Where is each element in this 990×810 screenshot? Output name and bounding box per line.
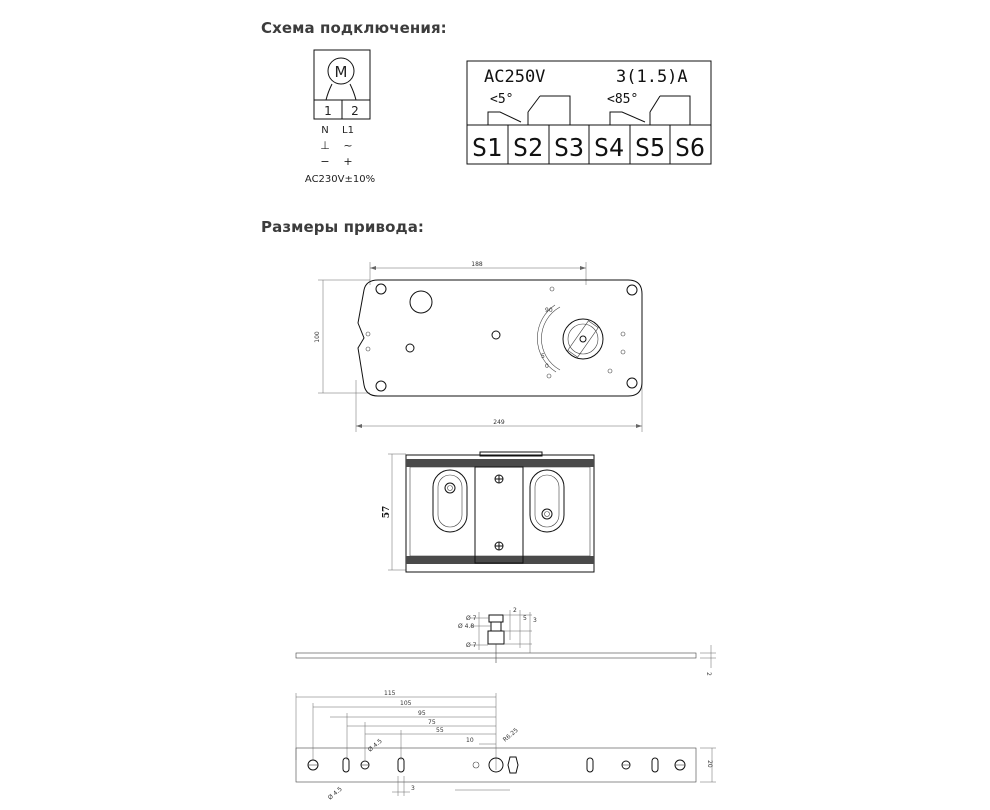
top-band xyxy=(406,459,594,467)
ground-symbol: ⊥ xyxy=(320,139,330,152)
dim-top-width: 188 xyxy=(471,261,483,268)
bracket-h1: 2 xyxy=(513,607,517,614)
motor-terminal-1: 1 xyxy=(324,104,332,118)
label-l1: L1 xyxy=(342,125,354,136)
minus-symbol: − xyxy=(320,155,330,168)
dim-side-height: 57 xyxy=(382,505,392,519)
switch-voltage-rating: AC250V xyxy=(484,67,546,87)
bracket-plan-view xyxy=(296,690,716,802)
terminal-s6: S6 xyxy=(674,133,706,162)
dim-75: 75 xyxy=(428,719,436,726)
dim-10: 10 xyxy=(466,737,474,744)
bracket-d1: Ø 7 xyxy=(466,615,477,622)
svg-text:0: 0 xyxy=(545,363,549,370)
dim-height: 100 xyxy=(314,331,321,343)
dimensions-heading: Размеры привода: xyxy=(261,218,425,236)
center-radius: R6.25 xyxy=(501,726,520,744)
output-shaft xyxy=(563,319,603,359)
dim-55: 55 xyxy=(436,727,444,734)
contact1-angle: <5° xyxy=(490,92,514,107)
dim-105: 105 xyxy=(400,700,412,707)
bracket-h3: 3 xyxy=(533,617,537,624)
bracket-thickness: 2 xyxy=(705,672,712,676)
motor-terminal-2: 2 xyxy=(351,104,359,118)
terminal-s3: S3 xyxy=(553,133,585,162)
terminal-s1: S1 xyxy=(471,133,503,162)
bracket-h2: 5 xyxy=(523,615,527,622)
bracket-d2: Ø 4.8 xyxy=(458,623,475,630)
hole-diameter: Ø 4.5 xyxy=(366,737,384,754)
actuator-top-view xyxy=(314,261,642,432)
bracket-height: 20 xyxy=(706,760,713,768)
svg-text:5: 5 xyxy=(541,353,545,360)
terminal-s4: S4 xyxy=(593,133,625,162)
wiring-heading: Схема подключения: xyxy=(261,19,447,37)
motor-wiring xyxy=(305,50,375,185)
dim-total-width: 249 xyxy=(493,419,505,426)
actuator-side-view xyxy=(382,452,594,572)
label-n: N xyxy=(321,125,329,136)
ac-symbol: ~ xyxy=(343,139,353,152)
switch-current-rating: 3(1.5)A xyxy=(616,67,688,87)
dim-95: 95 xyxy=(418,710,426,717)
bracket-side-view xyxy=(296,607,716,676)
supply-voltage: AC230V±10% xyxy=(304,174,376,185)
slot-width: 3 xyxy=(411,785,415,792)
svg-text:90: 90 xyxy=(545,307,553,314)
aux-switches xyxy=(467,61,711,164)
motor-symbol: M xyxy=(334,63,348,81)
terminal-s2: S2 xyxy=(512,133,544,162)
bracket-d3: Ø 7 xyxy=(466,642,477,649)
dim-115: 115 xyxy=(384,690,396,697)
terminal-s5: S5 xyxy=(634,133,666,162)
hole-diameter-2: Ø 4.5 xyxy=(326,785,344,802)
plus-symbol: + xyxy=(343,155,353,168)
contact2-angle: <85° xyxy=(607,92,639,107)
